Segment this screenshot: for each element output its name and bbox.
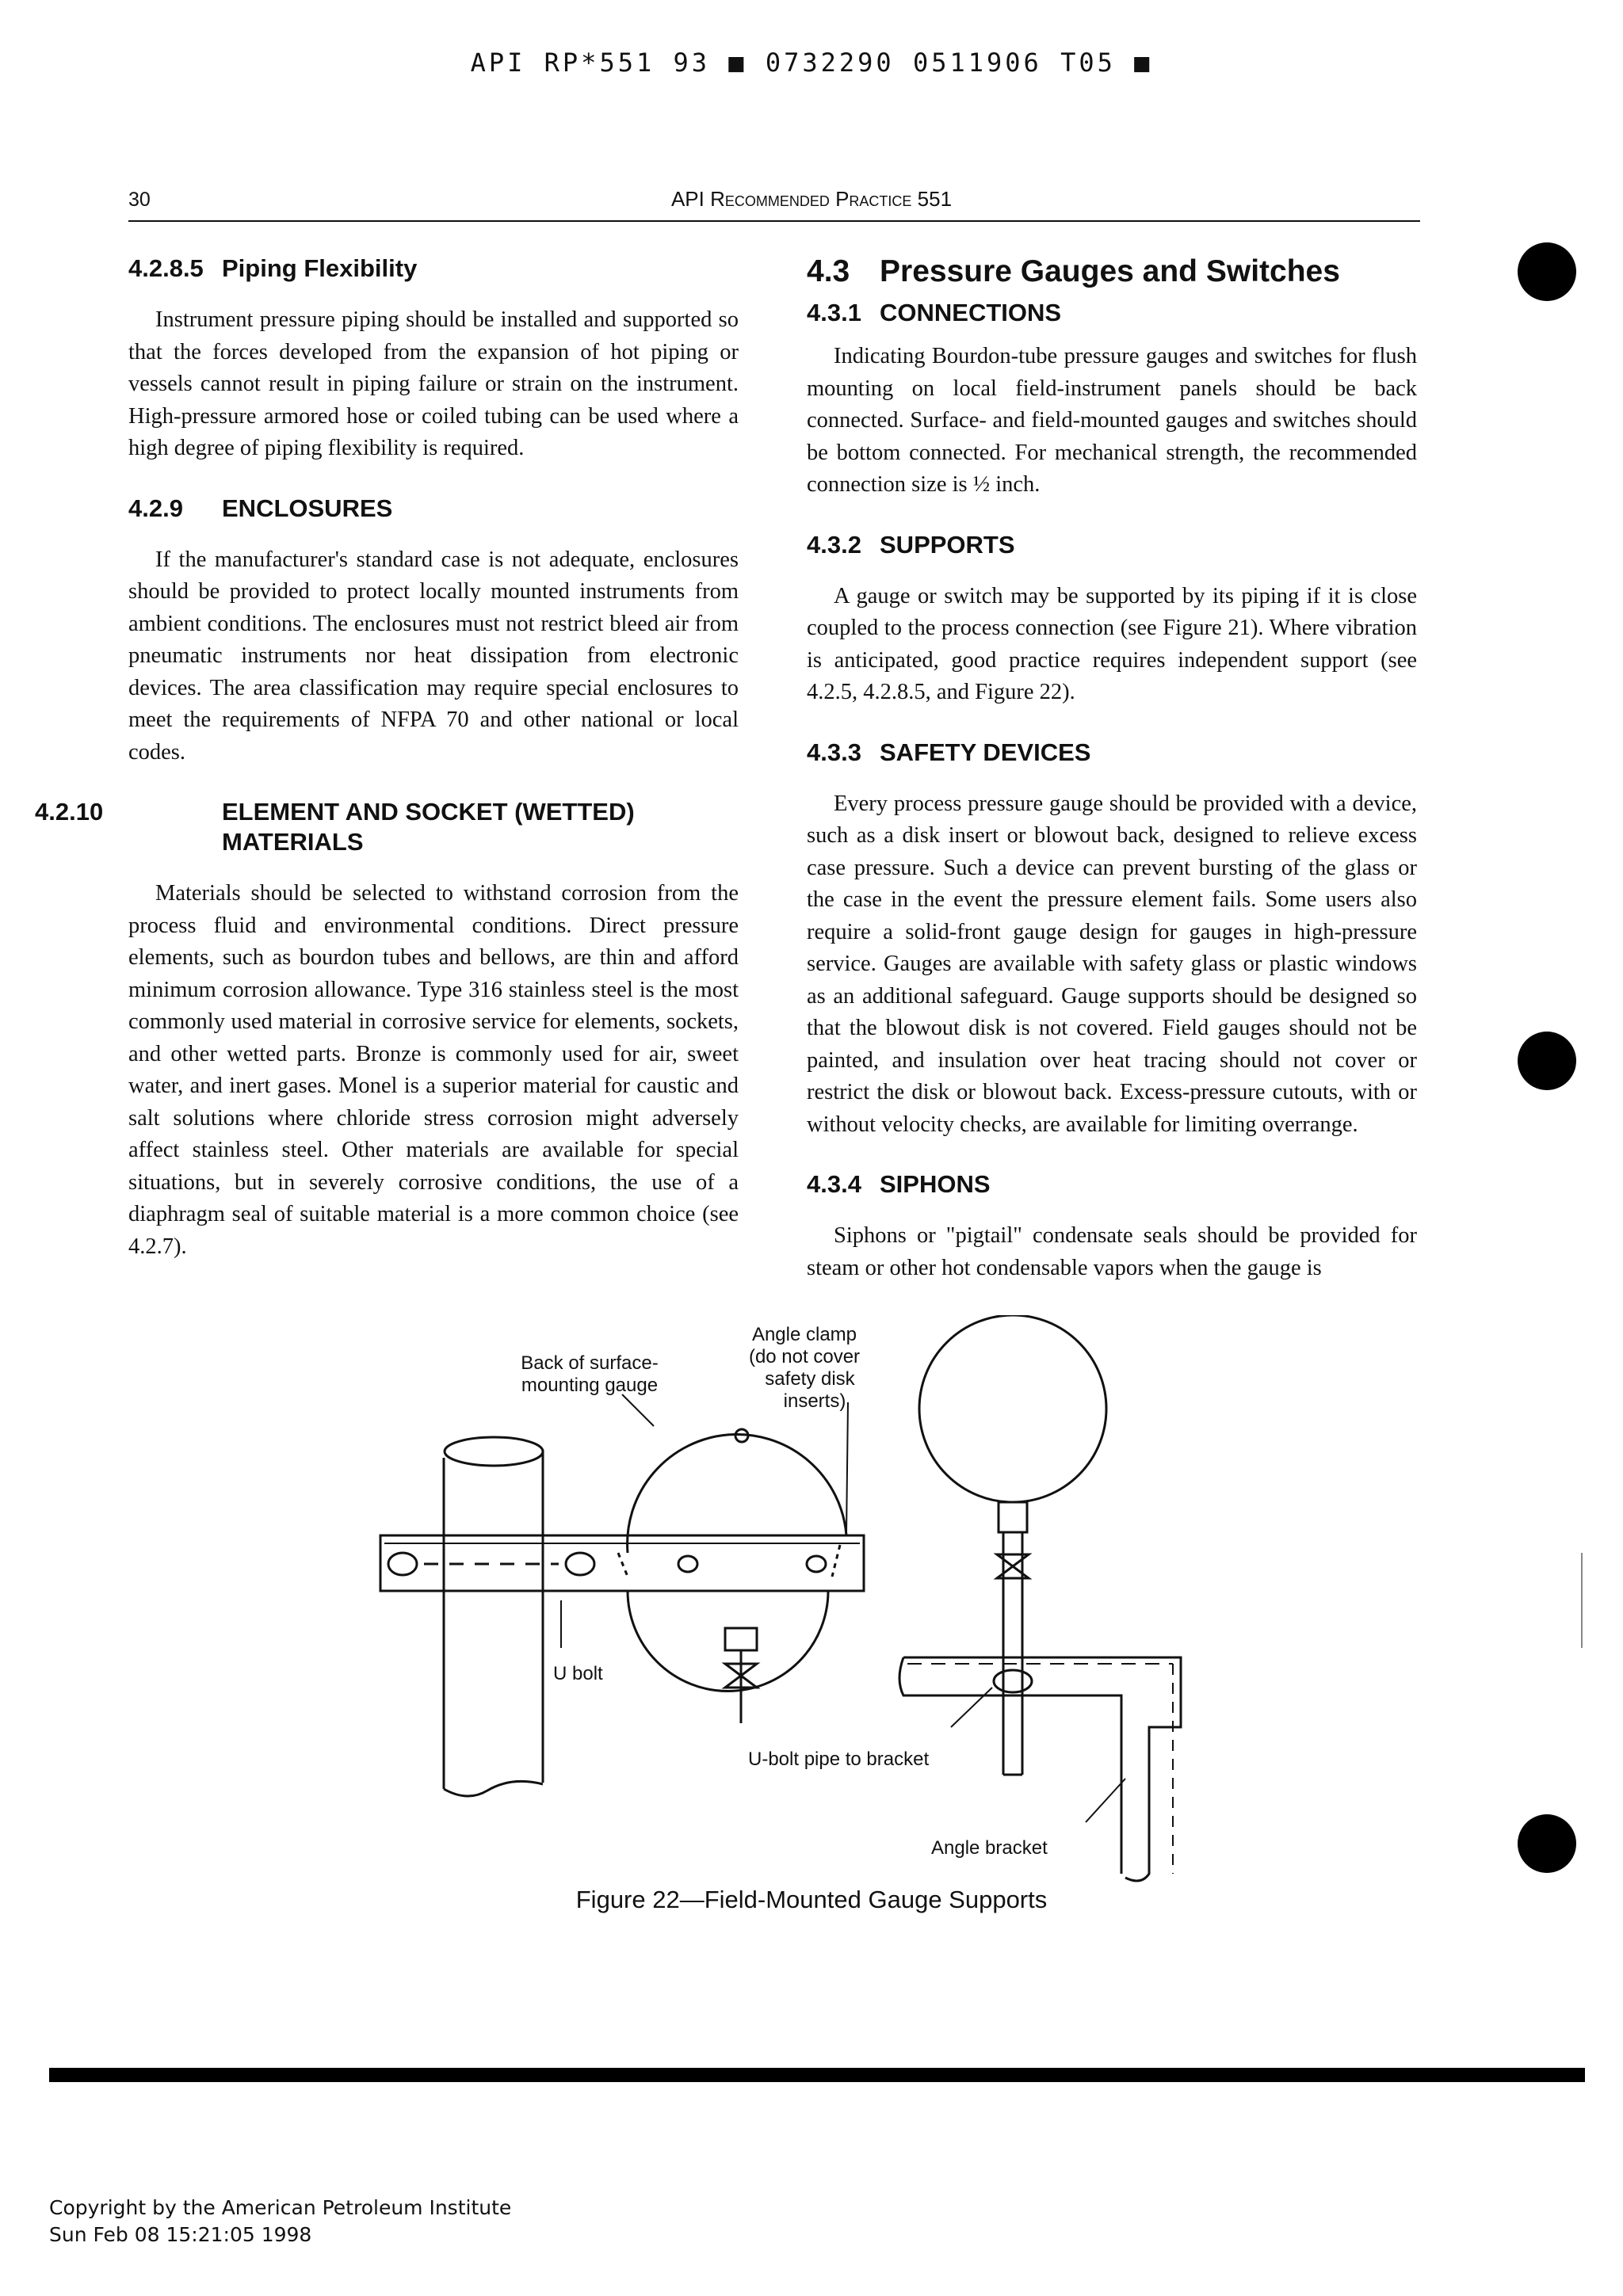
right-column [807,254,1417,1313]
section-title: SAFETY DEVICES [880,738,1091,766]
copyright-notice [49,2195,511,2248]
figure-caption: Figure 22—Field-Mounted Gauge Supports [575,1886,1048,1913]
copyright-line: Copyright by the American Petroleum Institute [49,2196,512,2219]
label-back-of-gauge-1: Back of surface- [521,1352,659,1374]
section-body: Every process pressure gauge should be provided with a device, such as a disk insert or blowout back, designed to relieve excess case pressure. Such a device can prevent bursting of the glass or the case in the event the pressure element fails. Some users also require a solid-front gauge design for gauges in high-pressure service. Gauges are available with safety glass or plastic windows as an additional safeguard. Gauge supports should be designed so that the blowout disk is not covered. Field gauges should not be painted, and insulation over heat tracing should not cover or restrict the disk or blowout back. Excess-pressure cutouts, with or without velocity checks, are available for limiting overrange. [807,791,1417,1137]
section-number: 4.3.3 [807,738,861,766]
section-title: Pressure Gauges and Switches [880,254,1340,288]
section-heading-4-2-8-5 [128,254,739,284]
figure-22-diagram [349,1315,1260,1901]
label-angle-clamp-3: safety disk [765,1368,855,1390]
footer-rule [49,2068,1585,2082]
section-title: SIPHONS [880,1170,991,1198]
surface-mounted-gauge [618,1429,846,1723]
timestamp-line: Sun Feb 08 15:21:05 1998 [49,2223,312,2246]
vertical-pipe [444,1437,543,1796]
section-heading-4-3-3 [807,738,1417,768]
scan-margin-line [1581,1553,1583,1648]
section-title: SUPPORTS [880,530,1015,559]
section-body: Indicating Bourdon-tube pressure gauges and switches for flush mounting on local field-instrument panels should be back connected. Surface- and field-mounted gauges and switches should be bottom connected. For mechanical strength, the recommended connection size is ½ inch. [807,344,1417,497]
label-angle-clamp-4: inserts) [783,1390,846,1412]
section-body: Siphons or "pigtail" condensate seals should be provided for steam or other hot condensable vapors when the gauge is [807,1223,1417,1280]
section-body: Materials should be selected to withstand corrosion from the process fluid and environmental conditions. Direct pressure elements, such as bourdon tubes and bellows, are thin and afford minimum corrosion allowance. Type 316 stainless steel is the most commonly used material in corrosive service for elements, sockets, and other wetted parts. Bronze is commonly used for air, sweet water, and inert gases. Monel is a superior material for caustic and salt solutions where chloride stress corrosion might adversely affect stainless steel. Other materials are available for special situations, but in severely corrosive conditions, the use of a diaphragm seal of suitable material is a more common choice (see 4.2.7). [128,881,739,1259]
section-title: ENCLOSURES [222,494,393,522]
section-heading-4-2-10 [35,797,739,857]
pipe-mounted-gauge [919,1315,1106,1775]
u-bolt-pipe-leader [951,1688,992,1727]
section-heading-4-3 [807,254,1417,290]
header-rule [128,220,1420,222]
left-column [35,254,739,1291]
label-angle-bracket: Angle bracket [931,1837,1048,1859]
running-head [0,187,1623,212]
back-gauge-leader [622,1394,654,1426]
section-number: 4.3 [807,254,850,288]
section-number: 4.2.9 [128,494,183,522]
punch-hole-mark [1518,1032,1576,1090]
running-head-text: API Recommended Practice 551 [670,187,953,211]
section-title: ELEMENT AND SOCKET (WETTED) MATERIALS [222,798,635,856]
section-number: 4.3.2 [807,530,861,559]
section-number: 4.2.8.5 [128,254,204,282]
section-body: A gauge or switch may be supported by its piping if it is close coupled to the process connection (see Figure 21). Where vibration is anticipated, good practice requires independent support (see 4.2.5, 4.2.8.5, and Figure 22). [807,583,1417,704]
label-angle-clamp-2: (do not cover [748,1346,861,1367]
label-angle-clamp-1: Angle clamp [751,1324,857,1345]
section-number: 4.3.4 [807,1170,861,1198]
section-body: If the manufacturer's standard case is not adequate, enclosures should be provided to protect locally mounted instruments from ambient conditions. The enclosures must not restrict bleed air from pneumatic instruments nor heat dissipation from electronic devices. The area classification may require special enclosures to meet the requirements of NFPA 70 and other national or local codes. [128,547,739,765]
punch-hole-mark [1518,1814,1576,1873]
section-heading-4-2-9 [128,494,739,524]
section-title: Piping Flexibility [222,254,418,282]
label-u-bolt: U bolt [553,1663,603,1684]
document-code-header: API RP*551 93 ■ 0732290 0511906 T05 ■ [470,48,1153,78]
section-title: CONNECTIONS [880,299,1062,326]
angle-clamp-leader [846,1402,848,1535]
angle-bracket-leader [1086,1779,1125,1822]
section-heading-4-3-4 [807,1169,1417,1199]
section-body: Instrument pressure piping should be installed and supported so that the forces developed from the expansion of hot piping or vessels cannot result in piping failure or strain on the instrument. High-pressure armored hose or coiled tubing can be used where a high degree of piping flexibility is required. [128,307,739,460]
section-number: 4.3.1 [807,299,861,326]
section-heading-4-3-1 [807,298,1417,328]
page-number: 30 [128,189,151,211]
punch-hole-mark [1518,242,1576,301]
section-number: 4.2.10 [35,798,104,826]
section-heading-4-3-2 [807,530,1417,560]
label-u-bolt-pipe: U-bolt pipe to bracket [748,1749,930,1770]
label-back-of-gauge-2: mounting gauge [521,1375,659,1396]
